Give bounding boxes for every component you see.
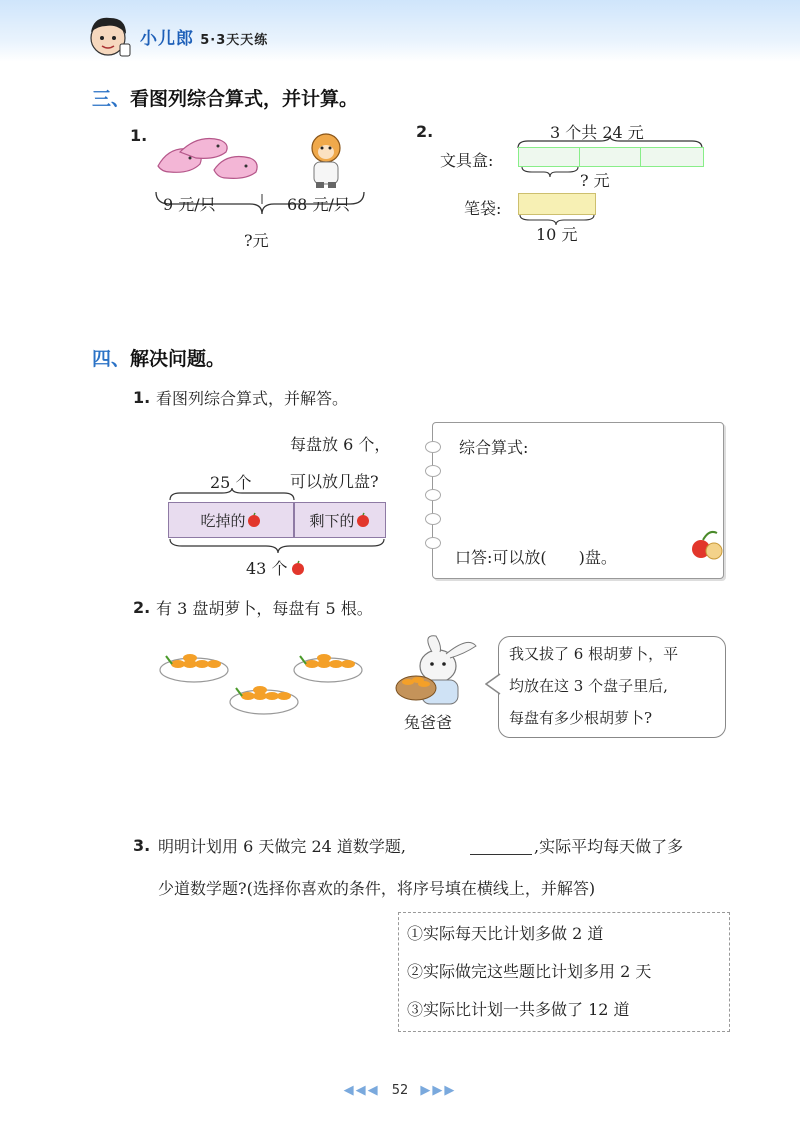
option-1[interactable]: ①实际每天比计划多做 2 道 xyxy=(407,924,604,943)
notepad-ring xyxy=(425,441,441,453)
brand-name: 小儿郎 xyxy=(140,29,194,49)
apple-icon xyxy=(246,512,262,528)
remaining-label: 剩下的 xyxy=(309,511,355,530)
monkey-toy-icon xyxy=(302,130,350,192)
s4-q1-top-brace xyxy=(168,488,298,502)
s4-q2-text: 有 3 盘胡萝卜，每盘有 5 根。 xyxy=(156,599,373,618)
apple-icon xyxy=(290,560,306,576)
footer-right-arrows: ▶▶▶ xyxy=(420,1083,457,1098)
section3-num: 三、 xyxy=(92,88,131,110)
option-2[interactable]: ②实际做完这些题比计划多用 2 天 xyxy=(407,962,652,981)
s3-q2-mid-brace xyxy=(520,166,580,178)
section4-text: 解决问题。 xyxy=(130,348,226,370)
s3-q2-mid-label: ? 元 xyxy=(580,171,610,190)
section3-title xyxy=(92,84,358,111)
remaining-segment xyxy=(294,502,386,538)
s4-q1-text: 看图列综合算式，并解答。 xyxy=(156,389,349,408)
pencil-box-seg-2 xyxy=(580,148,641,166)
speech-line-2: 均放在这 3 个盘子里后, xyxy=(509,677,668,695)
page-number: 52 xyxy=(391,1083,409,1098)
pencil-bag-bar xyxy=(518,193,596,215)
eaten-segment xyxy=(168,502,294,538)
pencil-box-seg-3 xyxy=(641,148,703,166)
s4-q1-bottom-brace xyxy=(168,538,388,554)
s4-q1-num: 1. xyxy=(133,388,151,407)
eaten-label: 吃掉的 xyxy=(200,511,246,530)
boy-mascot-icon xyxy=(84,14,136,60)
s4-q3-num: 3. xyxy=(133,836,151,855)
speech-bubble xyxy=(498,636,726,738)
section4-title xyxy=(92,344,225,371)
s3-q1-total: ?元 xyxy=(244,231,269,250)
apple-icon xyxy=(355,512,371,528)
carrot-plates-icon xyxy=(158,640,378,720)
s3-q1-price2: 68 元/只 xyxy=(287,195,350,214)
speech-line-3: 每盘有多少根胡萝卜? xyxy=(509,709,653,727)
s3-q2-row2-label: 笔袋: xyxy=(464,199,502,218)
s4-q1-caption1: 每盘放 6 个， xyxy=(290,435,391,454)
answer-notepad xyxy=(432,422,724,579)
speech-tail xyxy=(485,673,501,695)
s3-q2-row1-label: 文具盒: xyxy=(440,151,494,170)
pencil-box-bar xyxy=(518,147,704,167)
page-footer xyxy=(0,1083,800,1098)
s4-q1-label-bottom: 43 个 xyxy=(246,559,288,578)
notepad-formula-label: 综合算式: xyxy=(459,438,529,457)
s4-q3-line2: 少道数学题?(选择你喜欢的条件，将序号填在横线上，并解答) xyxy=(158,879,596,898)
apple-pair-icon xyxy=(689,523,725,563)
section4-num: 四、 xyxy=(92,348,131,370)
s4-q3-line1a: 明明计划用 6 天做完 24 道数学题, xyxy=(158,837,406,856)
s4-q1-label-top: 25 个 xyxy=(210,473,252,492)
s4-q2-num: 2. xyxy=(133,598,151,617)
s4-q3-line1b: ,实际平均每天做了多 xyxy=(534,837,684,856)
s3-q1-num: 1. xyxy=(130,126,148,145)
notepad-ring xyxy=(425,489,441,501)
s4-q1-total-row xyxy=(246,556,306,579)
pencil-box-seg-1 xyxy=(519,148,580,166)
s4-q1-caption2: 可以放几盘? xyxy=(290,472,379,491)
notepad-ring xyxy=(425,537,441,549)
s3-q2-num: 2. xyxy=(416,122,434,141)
brand-title xyxy=(140,24,268,49)
section3-text: 看图列综合算式，并计算。 xyxy=(130,88,359,110)
s3-q2-bottom-label: 10 元 xyxy=(536,225,578,244)
speaker-label: 兔爸爸 xyxy=(404,713,453,732)
dolphin-icon xyxy=(150,130,270,188)
s3-q1-price1: 9 元/只 xyxy=(163,195,216,214)
condition-blank[interactable] xyxy=(470,854,532,855)
notepad-ring xyxy=(425,465,441,477)
speech-line-1: 我又拔了 6 根胡萝卜，平 xyxy=(509,645,679,663)
options-box xyxy=(398,912,730,1032)
brand-series: 5·3天天练 xyxy=(200,33,269,48)
s3-q2-top-label: 3 个共 24 元 xyxy=(550,123,644,142)
rabbit-dad-icon xyxy=(392,632,496,712)
option-3[interactable]: ③实际比计划一共多做了 12 道 xyxy=(407,1000,630,1019)
notepad-answer-line[interactable]: 口答:可以放( )盘。 xyxy=(455,548,617,567)
footer-left-arrows: ◀◀◀ xyxy=(343,1083,380,1098)
notepad-ring xyxy=(425,513,441,525)
